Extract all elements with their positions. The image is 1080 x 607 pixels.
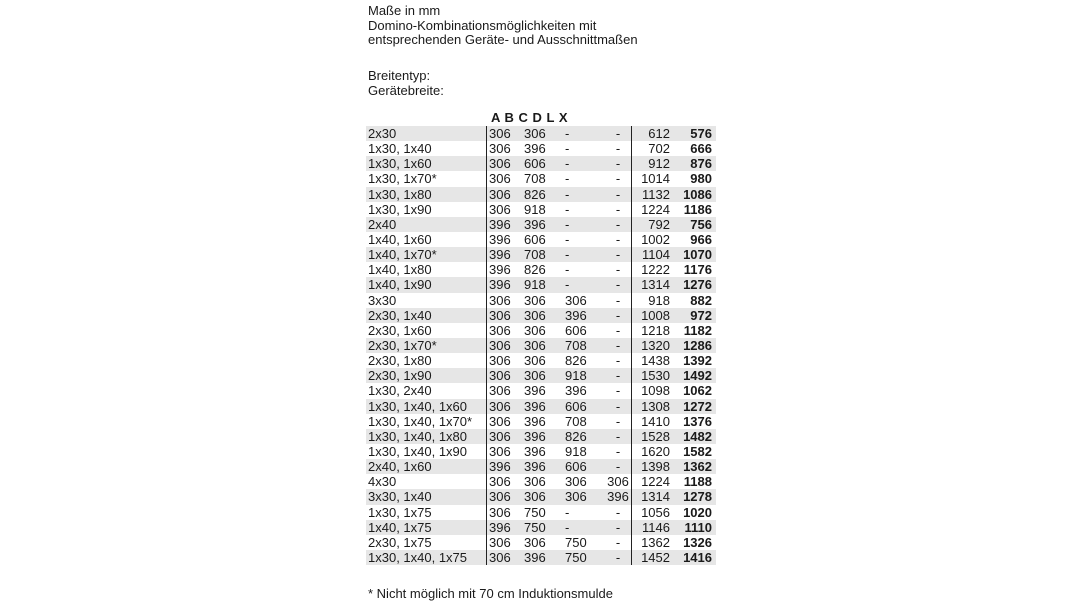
combination-label: 1x30, 1x40, 1x80 [366,429,487,444]
table-row [366,505,716,520]
width-a-cell: 306 [487,383,521,398]
width-b-cell: 396 [520,217,555,232]
combination-label: 1x30, 1x40 [368,141,432,157]
width-b-cell: 708 [520,247,555,262]
combination-label: 2x30, 1x40 [366,308,487,323]
width-b-cell: 306 [520,368,555,383]
combination-label: 2x30, 1x90 [366,368,487,383]
width-b-cell: 306 [520,489,555,504]
width-a-cell: 306 [487,489,521,504]
cutout-width-cell: 1278 [674,489,716,504]
width-x-cell: - [605,429,632,444]
width-b-cell: 396 [524,444,546,460]
width-b-cell: 306 [524,534,546,550]
cutout-width-cell: 1286 [674,338,716,353]
footnote: * Nicht möglich mit 70 cm Induktionsmulde [368,586,613,601]
combination-label: 1x30, 1x40, 1x70* [368,413,473,429]
width-b-cell: 750 [524,504,546,520]
appliance-width-cell: 1398 [632,459,675,474]
appliance-width-cell: 1224 [632,474,675,489]
combination-table [366,126,716,565]
width-c-cell: 306 [565,292,587,308]
table-row [366,368,716,383]
combination-label: 1x30, 1x90 [368,201,432,217]
cutout-width-cell: 1176 [683,262,712,278]
appliance-width-cell: 918 [632,293,675,308]
width-x-cell: 396 [605,489,632,504]
width-c-cell: 606 [555,459,605,474]
cutout-width-cell: 1492 [674,368,716,383]
cutout-width-cell: 1062 [683,383,712,399]
combination-label: 2x40, 1x60 [366,459,487,474]
width-a-cell: 306 [487,338,521,353]
table-row [366,474,716,489]
combination-label: 3x30, 1x40 [366,489,487,504]
width-x-cell: - [605,156,632,171]
width-a-cell: 396 [487,262,521,277]
table-row [366,520,716,535]
table-row [366,232,716,247]
width-a-cell: 396 [487,217,521,232]
width-c-cell: 750 [555,550,605,565]
width-a-cell: 306 [487,141,521,156]
table-row [366,171,716,186]
cutout-width-cell: 1416 [674,550,716,565]
combination-label: 1x30, 1x70* [368,171,437,187]
cutout-width-cell: 1086 [674,187,716,202]
width-x-cell: - [605,368,632,383]
width-a-cell: 396 [487,247,521,262]
width-x-cell: - [615,262,621,278]
cutout-width-cell: 1020 [683,504,712,520]
document-sheet [362,0,718,607]
table-row [366,489,716,504]
width-x-cell: - [615,413,621,429]
table-row [366,293,716,308]
width-b-cell: 826 [520,187,555,202]
appliance-width-cell: 912 [632,156,675,171]
width-a-cell: 306 [487,156,521,171]
combination-label: 1x30, 1x40, 1x60 [366,399,487,414]
appliance-width-cell: 1218 [632,323,675,338]
title-line-2: entsprechenden Geräte- und Ausschnittmaßen [368,32,638,47]
appliance-width-cell: 1314 [632,489,675,504]
combination-label: 2x30, 1x70* [366,338,487,353]
width-x-cell: - [615,444,621,460]
appliance-width-cell: 1308 [632,399,675,414]
combination-label: 2x30, 1x80 [368,353,432,369]
width-b-cell: 306 [524,474,546,490]
width-a-cell: 306 [487,293,521,308]
combination-label: 1x30, 1x60 [366,156,487,171]
width-b-cell: 306 [524,322,546,338]
width-c-cell: - [565,262,570,278]
combination-label: 1x30, 1x40, 1x75 [366,550,487,565]
combination-label: 1x30, 1x75 [368,504,432,520]
width-x-cell: - [615,232,621,248]
width-c-cell: - [555,126,605,141]
width-a-cell: 306 [487,323,521,338]
cutout-width-cell: 1482 [674,429,716,444]
appliance-width-cell: 1104 [632,247,675,262]
width-a-cell: 306 [487,550,521,565]
width-a-cell: 306 [487,505,521,520]
width-c-cell: 826 [555,429,605,444]
width-c-cell: - [565,504,570,520]
cutout-width-cell: 1272 [674,399,716,414]
width-x-cell: - [605,338,632,353]
appliance-width-cell: 1098 [632,383,675,398]
width-b-cell: 306 [520,308,555,323]
width-b-cell: 306 [524,292,546,308]
cutout-width-cell: 980 [690,171,712,187]
width-b-cell: 826 [524,262,546,278]
width-x-cell: - [605,126,632,141]
table-row [366,247,716,262]
width-x-cell: - [605,187,632,202]
width-a-cell: 306 [487,399,521,414]
appliance-width-cell: 1224 [632,202,675,217]
table-row [366,277,716,292]
width-b-cell: 306 [520,126,555,141]
width-b-cell: 396 [524,413,546,429]
appliance-width-cell: 1530 [632,368,675,383]
width-x-cell: 306 [607,474,629,490]
appliance-width-cell: 1008 [632,308,675,323]
cutout-width-cell: 972 [674,308,716,323]
width-c-cell: - [565,141,570,157]
cutout-width-cell: 1070 [674,247,716,262]
table-row [366,156,716,171]
width-c-cell: - [565,171,570,187]
cutout-width-cell: 1362 [674,459,716,474]
width-b-cell: 918 [524,201,546,217]
combination-label: 1x30, 1x40, 1x90 [368,444,468,460]
appliance-width-cell: 1314 [632,277,675,292]
table-row [366,353,716,368]
appliance-width-cell: 1452 [632,550,675,565]
width-c-cell: 606 [565,322,587,338]
table-row [366,126,716,141]
width-b-cell: 396 [520,459,555,474]
width-c-cell: 606 [555,399,605,414]
width-x-cell: - [615,141,621,157]
cutout-width-cell: 1582 [683,444,712,460]
width-c-cell: 396 [555,308,605,323]
width-x-cell: - [615,171,621,187]
appliance-width-cell: 1362 [632,535,675,550]
appliance-width-cell: 1146 [632,520,675,535]
appliance-width-cell: 1320 [632,338,675,353]
table-row [366,262,716,277]
width-x-cell: - [605,550,632,565]
width-x-cell: - [605,520,632,535]
width-a-cell: 306 [487,171,521,186]
width-a-cell: 306 [487,187,521,202]
width-b-cell: 606 [524,232,546,248]
appliance-width-label: Gerätebreite: [368,83,444,98]
width-b-cell: 396 [524,141,546,157]
combination-label: 2x30, 1x75 [368,534,432,550]
appliance-width-cell: 612 [632,126,675,141]
width-a-cell: 306 [487,368,521,383]
width-c-cell: 708 [565,413,587,429]
width-a-cell: 306 [487,444,521,459]
table-row [366,338,716,353]
width-a-cell: 306 [487,353,521,368]
cutout-width-cell: 1326 [683,534,712,550]
table-row [366,141,716,156]
width-a-cell: 396 [487,232,521,247]
width-c-cell: - [555,520,605,535]
width-c-cell: 918 [555,368,605,383]
combination-label: 1x40, 1x90 [366,277,487,292]
cutout-width-cell: 666 [690,141,712,157]
appliance-width-cell: 1056 [632,505,675,520]
combination-label: 3x30 [368,292,397,308]
units-note: Maße in mm [368,3,441,18]
width-c-cell: - [555,156,605,171]
width-x-cell: - [605,459,632,474]
cutout-width-cell: 756 [674,217,716,232]
combination-label: 2x30 [366,126,487,141]
cutout-width-cell: 1376 [683,413,712,429]
width-c-cell: 918 [565,444,587,460]
table-row [366,383,716,398]
width-c-cell: - [555,217,605,232]
width-b-cell: 606 [520,156,555,171]
width-b-cell: 396 [520,429,555,444]
table-row [366,535,716,550]
combination-label: 2x30, 1x60 [368,322,432,338]
width-c-cell: - [565,232,570,248]
width-x-cell: - [615,504,621,520]
cutout-width-cell: 1186 [683,201,712,217]
column-header: A B C D L X [491,110,569,125]
width-c-cell: - [555,187,605,202]
table-row [366,414,716,429]
table-row [366,202,716,217]
combination-label: 1x40, 1x80 [368,262,432,278]
appliance-width-cell: 1528 [632,429,675,444]
width-a-cell: 306 [487,308,521,323]
appliance-width-cell: 1014 [632,171,675,186]
appliance-width-cell: 1410 [632,414,675,429]
table-row [366,550,716,565]
cutout-width-cell: 882 [690,292,712,308]
appliance-width-cell: 792 [632,217,675,232]
table-row [366,217,716,232]
cutout-width-cell: 1182 [683,322,712,338]
width-a-cell: 306 [487,535,521,550]
width-b-cell: 396 [520,550,555,565]
combination-label: 1x40, 1x70* [366,247,487,262]
width-b-cell: 918 [520,277,555,292]
width-x-cell: - [615,534,621,550]
width-a-cell: 306 [487,414,521,429]
cutout-width-cell: 1110 [674,520,716,535]
table-row [366,187,716,202]
appliance-width-cell: 1002 [632,232,675,247]
table-row [366,308,716,323]
cutout-width-cell: 876 [674,156,716,171]
width-x-cell: - [605,399,632,414]
cutout-width-cell: 1188 [683,474,712,490]
width-x-cell: - [615,322,621,338]
width-b-cell: 396 [524,383,546,399]
width-x-cell: - [615,201,621,217]
width-c-cell: 750 [565,534,587,550]
width-a-cell: 396 [487,520,521,535]
width-a-cell: 306 [487,429,521,444]
combination-label: 1x30, 2x40 [368,383,432,399]
width-c-cell: - [555,277,605,292]
combination-label: 1x40, 1x75 [366,520,487,535]
width-a-cell: 396 [487,459,521,474]
width-b-cell: 396 [520,399,555,414]
title-line-1: Domino-Kombinationsmöglichkeiten mit [368,18,597,33]
combination-label: 1x40, 1x60 [368,232,432,248]
cutout-width-cell: 966 [690,232,712,248]
width-x-cell: - [605,247,632,262]
width-x-cell: - [615,292,621,308]
cutout-width-cell: 1276 [674,277,716,292]
width-b-cell: 306 [520,338,555,353]
width-a-cell: 306 [487,126,521,141]
width-a-cell: 306 [487,474,521,489]
appliance-width-cell: 1132 [632,187,675,202]
width-b-cell: 306 [524,353,546,369]
appliance-width-cell: 1222 [632,262,675,277]
width-c-cell: 306 [565,474,587,490]
width-x-cell: - [615,353,621,369]
width-b-cell: 708 [524,171,546,187]
table-row [366,323,716,338]
table-row [366,459,716,474]
appliance-width-cell: 1620 [632,444,675,459]
width-c-cell: - [555,247,605,262]
width-x-cell: - [605,277,632,292]
table-row [366,429,716,444]
width-x-cell: - [605,217,632,232]
width-b-cell: 750 [520,520,555,535]
width-type-label: Breitentyp: [368,68,431,83]
combination-label: 4x30 [368,474,397,490]
width-a-cell: 396 [487,277,521,292]
width-x-cell: - [605,308,632,323]
cutout-width-cell: 1392 [683,353,712,369]
width-c-cell: - [565,201,570,217]
width-c-cell: 708 [555,338,605,353]
cutout-width-cell: 576 [674,126,716,141]
table-row [366,444,716,459]
width-c-cell: 826 [565,353,587,369]
combination-label: 1x30, 1x80 [366,187,487,202]
width-c-cell: 306 [555,489,605,504]
appliance-width-cell: 702 [632,141,675,156]
width-a-cell: 306 [487,202,521,217]
table-row [366,399,716,414]
width-x-cell: - [615,383,621,399]
appliance-width-cell: 1438 [632,353,675,368]
width-c-cell: 396 [565,383,587,399]
combination-label: 2x40 [366,217,487,232]
